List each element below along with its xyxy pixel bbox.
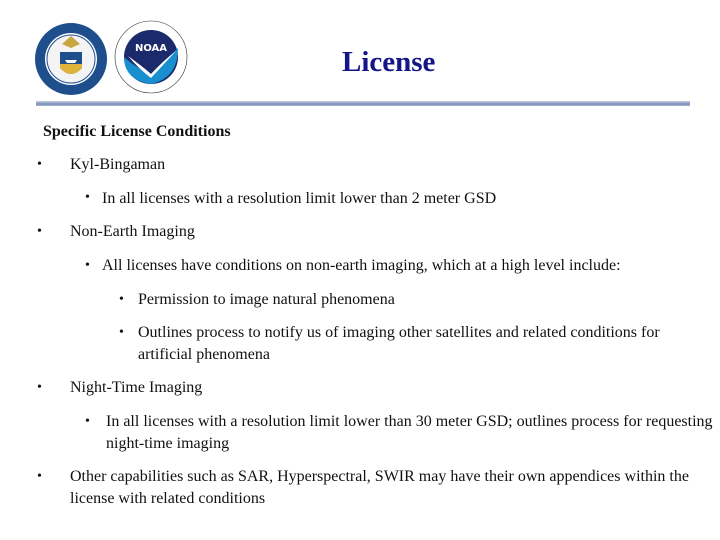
sub-bullet: In all licenses with a resolution limit lower than 30 meter GSD; outlines process for requesting night-time imaging xyxy=(106,413,713,452)
bullet-non-earth-imaging: Non-Earth Imaging xyxy=(70,223,195,240)
bullet-marker: • xyxy=(37,380,42,395)
sub-bullet: In all licenses with a resolution limit lower than 2 meter GSD xyxy=(102,190,497,207)
bullet-marker: • xyxy=(37,469,42,484)
bullet-marker: • xyxy=(119,325,124,340)
bullet-kyl-bingaman: Kyl-Bingaman xyxy=(70,156,166,173)
bullet-night-time-imaging: Night-Time Imaging xyxy=(70,379,203,396)
bullet-marker: • xyxy=(119,292,124,307)
department-of-commerce-seal-logo xyxy=(34,22,108,96)
bullet-marker: • xyxy=(37,224,42,239)
noaa-logo xyxy=(114,18,188,96)
slide-title: License xyxy=(342,46,436,78)
bullet-marker: • xyxy=(85,258,90,273)
sub-sub-bullet: Permission to image natural phenomena xyxy=(138,291,395,308)
section-heading: Specific License Conditions xyxy=(43,123,231,140)
sub-bullet: All licenses have conditions on non-earth imaging, which at a high level include: xyxy=(102,257,621,274)
sub-sub-bullet: Outlines process to notify us of imaging other satellites and related conditions for artificial phenomena xyxy=(138,324,660,363)
bullet-marker: • xyxy=(37,157,42,172)
svg-text:NOAA: NOAA xyxy=(134,43,168,54)
bullet-marker: • xyxy=(85,414,90,429)
bullet-marker: • xyxy=(85,190,90,205)
bullet-other-capabilities: Other capabilities such as SAR, Hyperspectral, SWIR may have their own appendices within the license with related conditions xyxy=(70,468,689,507)
title-divider xyxy=(36,101,690,106)
